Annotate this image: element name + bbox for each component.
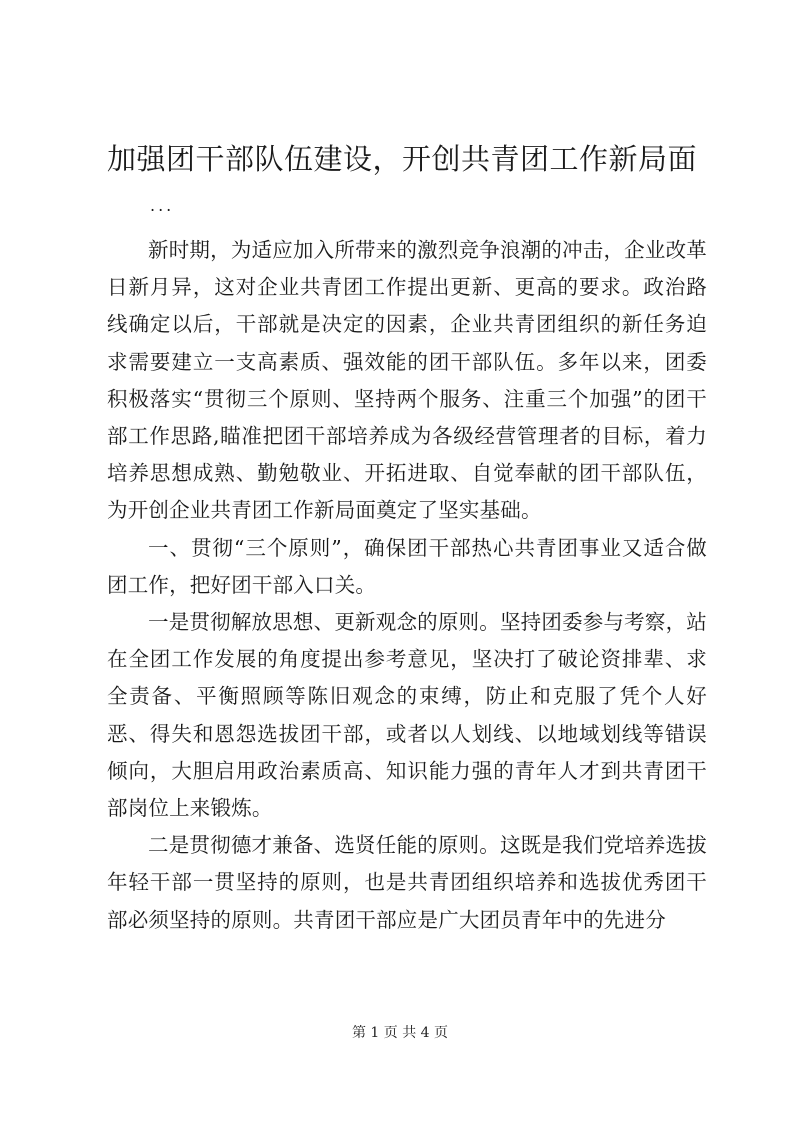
ellipsis-mark: ...	[150, 196, 175, 215]
document-body	[107, 232, 707, 939]
page-footer: 第 1 页 共 4 页	[351, 1025, 449, 1041]
paragraph-principle-two: 二是贯彻德才兼备、选贤任能的原则。这既是我们党培养选拔年轻干部一贯坚持的原则，也是共青团组织培养和选拔优秀团干部必须坚持的原则。共青团干部应是广大团员青年中的先进分	[107, 833, 707, 932]
paragraph-section-heading: 一、贯彻“三个原则”，确保团干部热心共青团事业又适合做团工作，把好团干部入口关。	[107, 535, 707, 597]
paragraph-principle-one: 一是贯彻解放思想、更新观念的原则。坚持团委参与考察，站在全团工作发展的角度提出参考意见，坚决打了破论资排辈、求全责备、平衡照顾等陈旧观念的束缚，防止和克服了凭个人好恶、得失和恩怨选拔团干部，或者以人划线、以地域划线等错误倾向，大胆启用政治素质高、知识能力强的青年人才到共青团干部岗位上来锻炼。	[107, 610, 707, 821]
document-title: 加强团干部队伍建设，开创共青团工作新局面	[107, 142, 698, 176]
paragraph-intro: 新时期，为适应加入所带来的激烈竞争浪潮的冲击，企业改革日新月异，这对企业共青团工作提出更新、更高的要求。政治路线确定以后，干部就是决定的因素，企业共青团组织的新任务迫求需要建立一支高素质、强效能的团干部队伍。多年以来，团委积极落实“贯彻三个原则、坚持两个服务、注重三个加强”的团干部工作思路,瞄准把团干部培养成为各级经营管理者的目标，着力培养思想成熟、勤勉敬业、开拓进取、自觉奉献的团干部队伍，为开创企业共青团工作新局面奠定了坚实基础。	[107, 238, 707, 523]
